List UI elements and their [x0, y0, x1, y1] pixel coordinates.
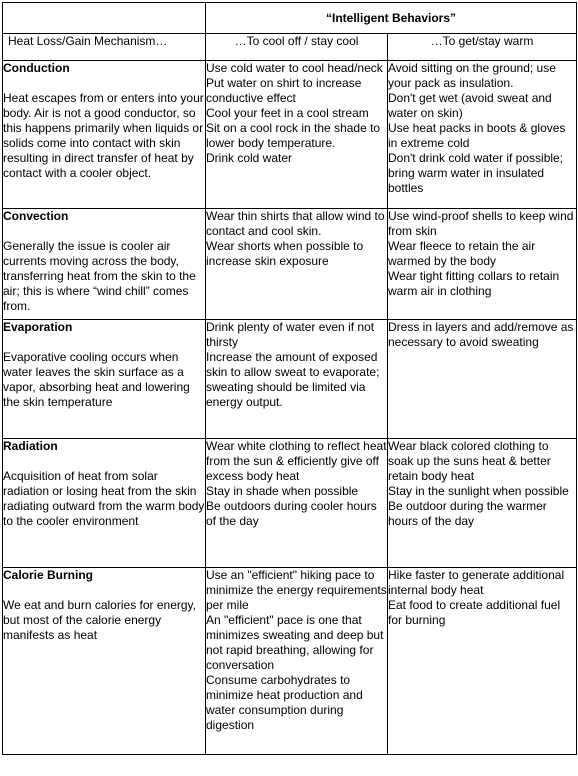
header-warm: …To get/stay warm: [388, 34, 577, 61]
cool-behavior-item: Be outdoors during cooler hours of the day: [206, 499, 377, 528]
behaviors-table: [2, 2, 577, 755]
cool-behavior-item: Consume carbohydrates to minimize heat production and water consumption during digestion: [206, 673, 363, 732]
cool-behavior-item: Use cold water to cool head/neck: [206, 61, 383, 75]
mechanism-name: Conduction: [3, 61, 70, 75]
mechanism-cell: [3, 568, 206, 755]
cool-behavior-item: Wear shorts when possible to increase skin exposure: [206, 239, 364, 268]
warm-behavior-item: Don't get wet (avoid sweat and water on skin): [388, 91, 552, 120]
mechanism-name: Radiation: [3, 439, 58, 453]
warm-behavior-cell: [388, 568, 577, 755]
mechanism-name: Evaporation: [3, 320, 73, 334]
cool-behavior-item: Wear thin shirts that allow wind to contact and cool skin.: [206, 209, 385, 238]
mechanism-name: Convection: [3, 209, 69, 223]
mechanism-description: Acquisition of heat from solar radiation or losing heat from the skin radiating outward from the warm body to the cooler environment: [3, 469, 205, 528]
mechanism-cell: [3, 320, 206, 439]
cool-behavior-item: Cool your feet in a cool stream: [206, 106, 369, 120]
cool-behavior-item: An "efficient" pace is one that minimizes sweating and deep but not rapid breathing, allowing for conversation: [206, 613, 384, 672]
warm-behavior-item: Use wind-proof shells to keep wind from skin: [388, 209, 574, 238]
warm-behavior-cell: [388, 209, 577, 320]
header-mechanism: Heat Loss/Gain Mechanism…: [3, 34, 206, 61]
cool-behavior-cell: [206, 568, 388, 755]
warm-behavior-item: Be outdoor during the warmer hours of the day: [388, 499, 547, 528]
warm-behavior-item: Dress in layers and add/remove as necessary to avoid sweating: [388, 320, 574, 349]
warm-behavior-item: Eat food to create additional fuel for burning: [388, 598, 561, 627]
mechanism-description: Evaporative cooling occurs when water leaves the skin surface as a vapor, absorbing heat and lowering the skin temperature: [3, 350, 190, 409]
warm-behavior-item: Wear fleece to retain the air warmed by the body: [388, 239, 536, 268]
cool-behavior-cell: [206, 61, 388, 209]
warm-behavior-item: Use heat packs in boots & gloves in extreme cold: [388, 121, 566, 150]
header-group-title: “Intelligent Behaviors”: [206, 3, 577, 34]
warm-behavior-cell: [388, 61, 577, 209]
header-empty-cell: [3, 3, 206, 34]
cool-behavior-item: Stay in shade when possible: [206, 484, 359, 498]
cool-behavior-item: Put water on shirt to increase conductive effect: [206, 76, 362, 105]
cool-behavior-item: Sit on a cool rock in the shade to lower body temperature.: [206, 121, 381, 150]
cool-behavior-item: Wear white clothing to reflect heat from the sun & efficiently give off excess body heat: [206, 439, 387, 483]
mechanism-cell: [3, 439, 206, 568]
header-group-row: [3, 3, 577, 34]
table-body: [3, 61, 577, 755]
warm-behavior-item: Avoid sitting on the ground; use your pack as insulation.: [388, 61, 556, 90]
warm-behavior-item: Hike faster to generate additional internal body heat: [388, 568, 565, 597]
cool-behavior-item: Increase the amount of exposed skin to allow sweat to evaporate; sweating should be limited via energy output.: [206, 350, 380, 409]
warm-behavior-item: Wear black colored clothing to soak up the suns heat & better retain body heat: [388, 439, 551, 483]
mechanism-name: Calorie Burning: [3, 568, 94, 582]
header-columns-row: [3, 34, 577, 61]
header-cool: …To cool off / stay cool: [206, 34, 388, 61]
cool-behavior-cell: [206, 320, 388, 439]
mechanism-description: We eat and burn calories for energy, but most of the calorie energy manifests as heat: [3, 598, 196, 642]
warm-behavior-cell: [388, 439, 577, 568]
mechanism-cell: [3, 61, 206, 209]
cool-behavior-item: Drink cold water: [206, 151, 293, 165]
mechanism-description: Generally the issue is cooler air currents moving across the body, transferring heat from the skin to the air; this is where “wind chill” comes from.: [3, 239, 196, 313]
mechanism-description: Heat escapes from or enters into your body. Air is not a good conductor, so this happens primarily when liquids or solids come into contact with skin resulting in direct transfer of heat by contact with a cooler object.: [3, 91, 204, 180]
cool-behavior-item: Drink plenty of water even if not thirsty: [206, 320, 375, 349]
table-row: [3, 61, 577, 209]
cool-behavior-cell: [206, 209, 388, 320]
warm-behavior-cell: [388, 320, 577, 439]
mechanism-cell: [3, 209, 206, 320]
table-row: [3, 568, 577, 755]
table-row: [3, 209, 577, 320]
warm-behavior-item: Wear tight fitting collars to retain warm air in clothing: [388, 269, 560, 298]
table-row: [3, 320, 577, 439]
cool-behavior-item: Use an "efficient" hiking pace to minimize the energy requirements per mile: [206, 568, 387, 612]
table-row: [3, 439, 577, 568]
warm-behavior-item: Don't drink cold water if possible; bring warm water in insulated bottles: [388, 151, 564, 195]
cool-behavior-cell: [206, 439, 388, 568]
warm-behavior-item: Stay in the sunlight when possible: [388, 484, 569, 498]
